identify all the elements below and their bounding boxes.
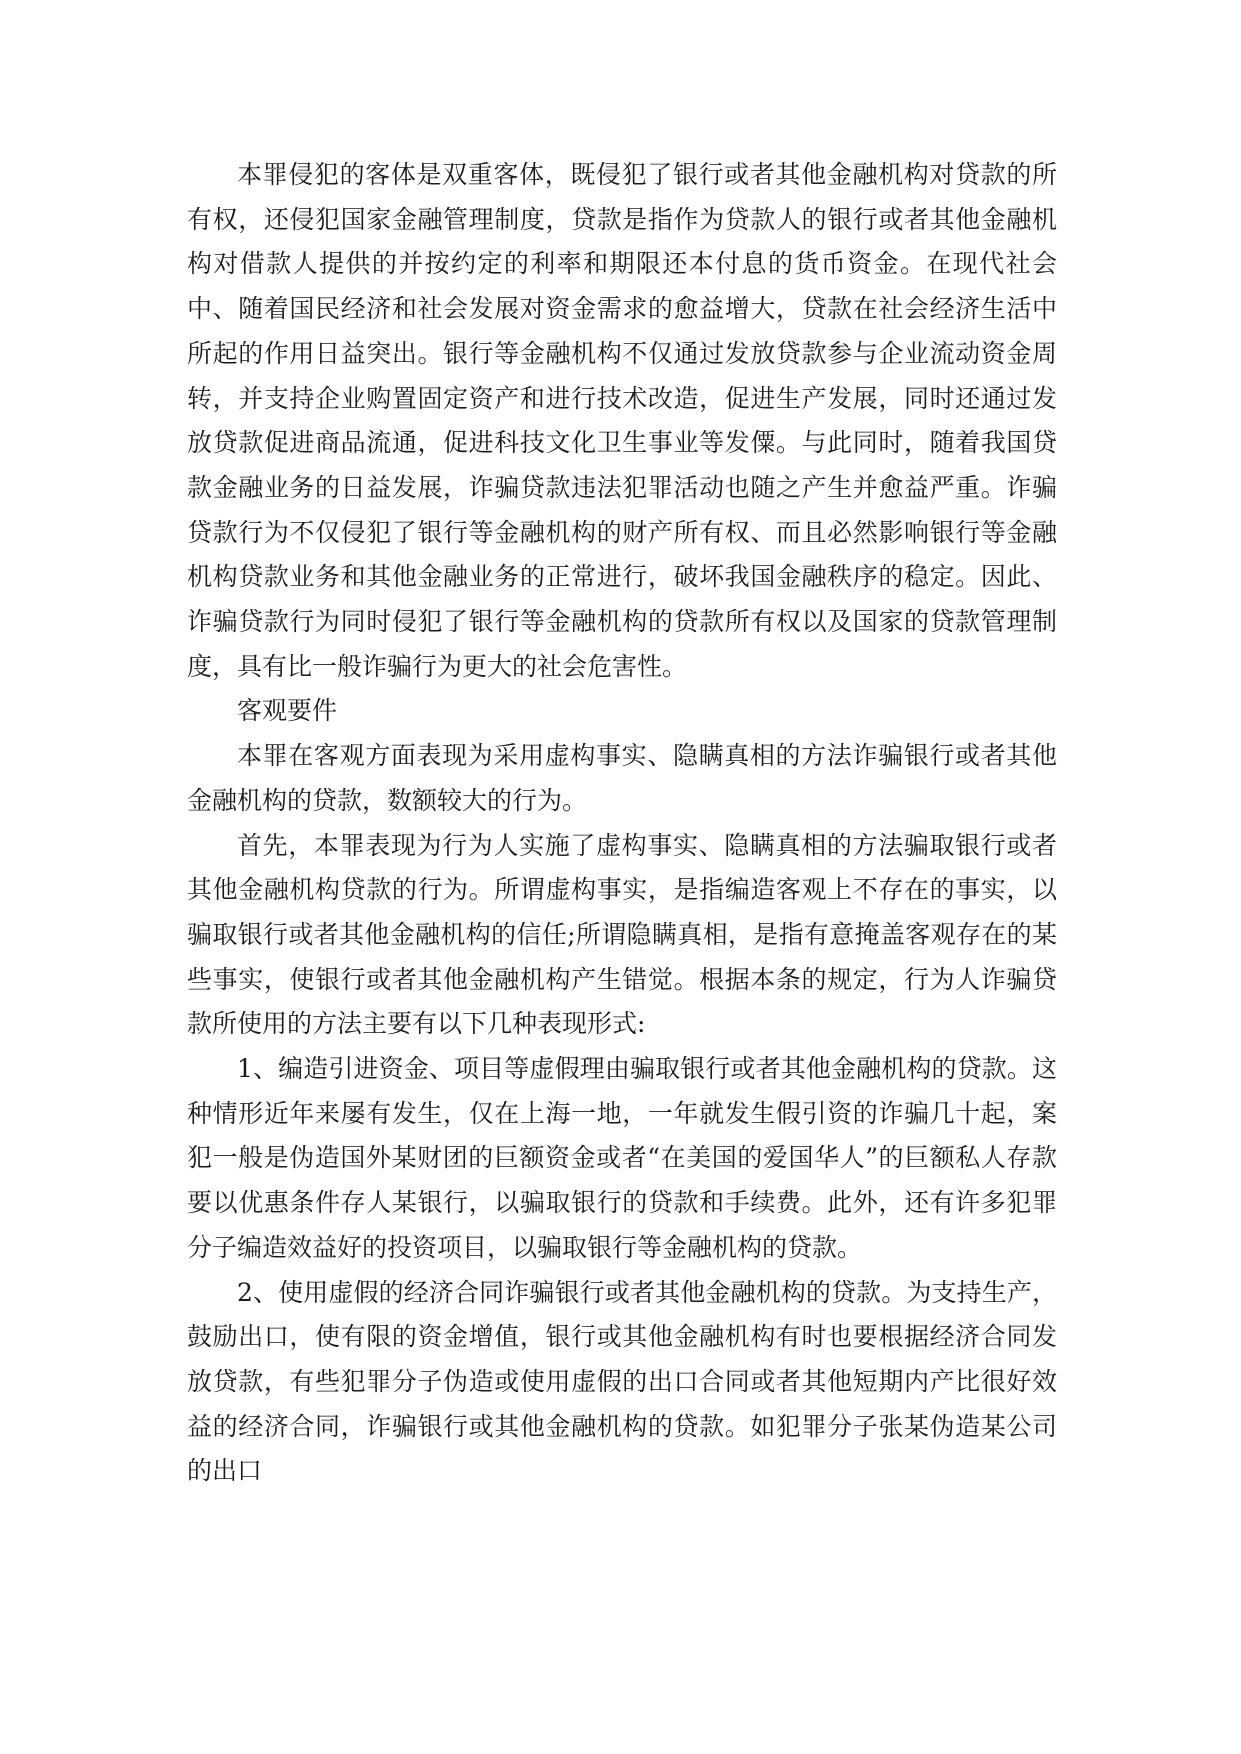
- paragraph-object-of-crime: 本罪侵犯的客体是双重客体，既侵犯了银行或者其他金融机构对贷款的所有权，还侵犯国家金融管理制度，贷款是指作为贷款人的银行或者其他金融机构对借款人提供的并按约定的利率和期限还本付息的货币资金。在现代社会中、随着国民经济和社会发展对资金需求的愈益增大，贷款在社会经济生活中所起的作用日益突出。银行等金融机构不仅通过发放贷款参与企业流动资金周转，并支持企业购置固定资产和进行技术改造，促进生产发展，同时还通过发放贷款促进商品流通，促进科技文化卫生事业等发僳。与此同时，随着我国贷款金融业务的日益发展，诈骗贷款违法犯罪活动也随之产生并愈益严重。诈骗贷款行为不仅侵犯了银行等金融机构的财产所有权、而且必然影响银行等金融机构贷款业务和其他金融业务的正常进行，破坏我国金融秩序的稳定。因此、诈骗贷款行为同时侵犯了银行等金融机构的贷款所有权以及国家的贷款管理制度，具有比一般诈骗行为更大的社会危害性。: [187, 160, 1057, 681]
- paragraph-item-2: 2、使用虚假的经济合同诈骗银行或者其他金融机构的贷款。为支持生产，鼓励出口，使有限的资金增值，银行或其他金融机构有时也要根据经济合同发放贷款，有些犯罪分子伪造或使用虚假的出口合同或者其他短期内产比很好效益的经济合同，诈骗银行或其他金融机构的贷款。如犯罪分子张某伪造某公司的出口: [187, 1277, 1057, 1486]
- paragraph-first-method: 首先，本罪表现为行为人实施了虚构事实、隐瞒真相的方法骗取银行或者其他金融机构贷款的行为。所谓虚构事实，是指编造客观上不存在的事实，以骗取银行或者其他金融机构的信任;所谓隐瞒真相，是指有意掩盖客观存在的某些事实，使银行或者其他金融机构产生错觉。根据本条的规定，行为人诈骗贷款所使用的方法主要有以下几种表现形式:: [187, 830, 1057, 1039]
- section-heading-objective-elements: 客观要件: [237, 696, 338, 726]
- paragraph-item-1: 1、编造引进资金、项目等虚假理由骗取银行或者其他金融机构的贷款。这种情形近年来屡有发生，仅在上海一地，一年就发生假引资的诈骗几十起，案犯一般是伪造国外某财团的巨额资金或者“在美国的爱国华人”的巨额私人存款要以优惠条件存人某银行，以骗取银行的贷款和手续费。此外，还有许多犯罪分子编造效益好的投资项目，以骗取银行等金融机构的贷款。: [187, 1054, 1057, 1262]
- document-body: [187, 153, 1057, 1494]
- paragraph-objective-definition: 本罪在客观方面表现为采用虚构事实、隐瞒真相的方法诈骗银行或者其他金融机构的贷款，数额较大的行为。: [187, 741, 1057, 815]
